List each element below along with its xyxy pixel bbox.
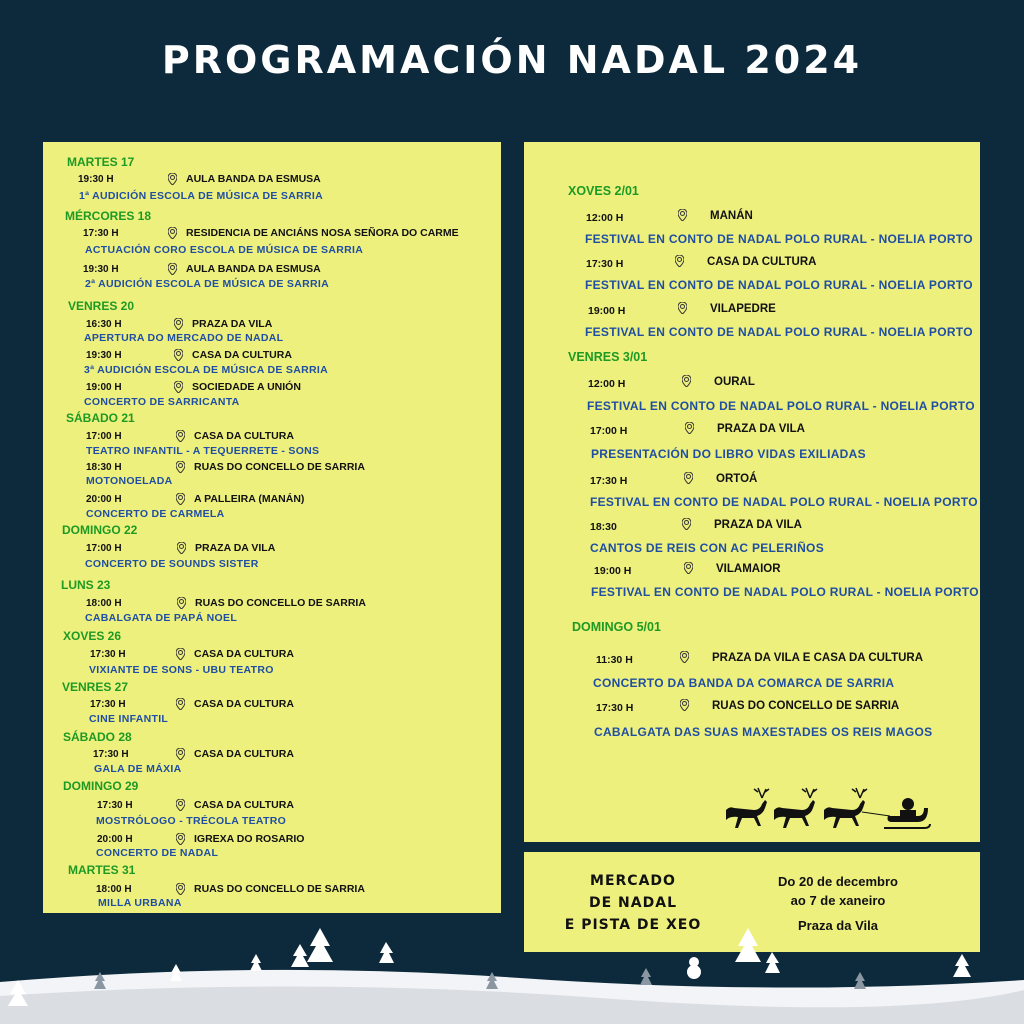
event-time: 18:30 xyxy=(590,521,617,533)
map-pin-icon xyxy=(680,651,689,663)
event-place: RUAS DO CONCELLO DE SARRIA xyxy=(194,461,365,473)
event-place: IGREXA DO ROSARIO xyxy=(194,833,305,845)
event-title: FESTIVAL EN CONTO DE NADAL POLO RURAL - NOELIA PORTO xyxy=(585,325,973,339)
event-time: 19:30 H xyxy=(86,350,122,361)
event-place: CASA DA CULTURA xyxy=(707,256,817,268)
map-pin-icon xyxy=(176,799,185,811)
day-heading: DOMINGO 5/01 xyxy=(572,620,661,634)
event-place: PRAZA DA VILA xyxy=(717,423,805,435)
event-title: MOSTRÓLOGO - TRÉCOLA TEATRO xyxy=(96,815,287,827)
day-heading: SÁBADO 21 xyxy=(66,411,135,425)
event-title: CONCERTO DE SARRICANTA xyxy=(84,396,240,408)
map-pin-icon xyxy=(684,472,693,484)
event-time: 19:00 H xyxy=(594,565,632,577)
event-place: PRAZA DA VILA xyxy=(192,318,273,330)
map-pin-icon xyxy=(680,699,689,711)
map-pin-icon xyxy=(177,542,186,554)
day-heading: XOVES 2/01 xyxy=(568,184,639,198)
map-pin-icon xyxy=(174,381,183,393)
map-pin-icon xyxy=(174,318,183,330)
event-place: PRAZA DA VILA xyxy=(195,542,276,554)
event-title: CONCERTO DE CARMELA xyxy=(86,508,225,520)
map-pin-icon xyxy=(682,518,691,530)
day-heading: MARTES 17 xyxy=(67,155,135,169)
market-title-line: E PISTA DE XEO xyxy=(564,917,702,933)
santa-sleigh-reindeer-icon xyxy=(712,780,932,840)
event-title: ACTUACIÓN CORO ESCOLA DE MÚSICA DE SARRIA xyxy=(85,244,364,256)
map-pin-icon xyxy=(176,698,185,710)
day-heading: XOVES 26 xyxy=(63,629,122,643)
day-heading: VENRES 20 xyxy=(68,299,135,313)
event-time: 12:00 H xyxy=(588,378,626,390)
event-place: OURAL xyxy=(714,376,755,388)
event-time: 20:00 H xyxy=(86,494,122,505)
event-place: ORTOÁ xyxy=(716,473,758,485)
event-time: 17:30 H xyxy=(93,749,129,760)
market-title-line: MERCADO xyxy=(590,873,676,889)
map-pin-icon xyxy=(678,302,687,314)
market-place: Praza da Vila xyxy=(798,918,878,933)
map-pin-icon xyxy=(176,430,185,442)
event-place: CASA DA CULTURA xyxy=(192,349,292,361)
event-time: 11:30 H xyxy=(596,654,633,666)
event-place: MANÁN xyxy=(710,210,753,222)
event-title: TEATRO INFANTIL - A TEQUERRETE - SONS xyxy=(86,445,320,457)
snowy-trees-icon xyxy=(0,920,1024,1024)
map-pin-icon xyxy=(176,493,185,505)
event-title: CONCERTO DA BANDA DA COMARCA DE SARRIA xyxy=(593,676,895,690)
event-title: FESTIVAL EN CONTO DE NADAL POLO RURAL - NOELIA PORTO xyxy=(585,278,973,292)
map-pin-icon xyxy=(685,422,694,434)
event-place: CASA DA CULTURA xyxy=(194,430,294,442)
event-place: CASA DA CULTURA xyxy=(194,698,294,710)
january-schedule-panel xyxy=(524,142,980,842)
map-pin-icon xyxy=(682,375,691,387)
event-place: PRAZA DA VILA xyxy=(714,519,802,531)
map-pin-icon xyxy=(176,833,185,845)
day-heading: LUNS 23 xyxy=(61,578,111,592)
map-pin-icon xyxy=(684,562,693,574)
event-place: VILAMAIOR xyxy=(716,563,781,575)
event-title: 2ª AUDICIÓN ESCOLA DE MÚSICA DE SARRIA xyxy=(85,278,329,290)
map-pin-icon xyxy=(174,349,183,361)
day-heading: DOMINGO 29 xyxy=(63,779,139,793)
event-place: AULA BANDA DA ESMUSA xyxy=(186,173,321,185)
map-pin-icon xyxy=(168,173,177,185)
event-place: PRAZA DA VILA E CASA DA CULTURA xyxy=(712,652,924,664)
event-title: CONCERTO DE SOUNDS SISTER xyxy=(85,558,259,570)
map-pin-icon xyxy=(176,461,185,473)
event-time: 16:30 H xyxy=(86,319,122,330)
event-place: RUAS DO CONCELLO DE SARRIA xyxy=(194,883,365,895)
map-pin-icon xyxy=(168,263,177,275)
event-time: 19:30 H xyxy=(83,264,119,275)
market-date-start: Do 20 de decembro xyxy=(778,874,898,889)
event-title: PRESENTACIÓN DO LIBRO VIDAS EXILIADAS xyxy=(591,447,866,461)
map-pin-icon xyxy=(177,597,186,609)
event-time: 19:30 H xyxy=(78,174,114,185)
event-title: CINE INFANTIL xyxy=(89,713,169,725)
map-pin-icon xyxy=(168,227,177,239)
map-pin-icon xyxy=(176,883,185,895)
event-title: MOTONOELADA xyxy=(86,475,173,487)
map-pin-icon xyxy=(176,748,185,760)
event-time: 20:00 H xyxy=(97,834,133,845)
event-time: 17:00 H xyxy=(86,431,122,442)
market-title-line: DE NADAL xyxy=(589,895,677,911)
event-title: CANTOS DE REIS CON AC PELERIÑOS xyxy=(590,541,824,555)
map-pin-icon xyxy=(176,648,185,660)
map-pin-icon xyxy=(678,209,687,221)
event-place: RESIDENCIA DE ANCIÁNS NOSA SEÑORA DO CARME xyxy=(186,227,459,239)
page-title: PROGRAMACIÓN NADAL 2024 xyxy=(161,38,863,82)
event-place: VILAPEDRE xyxy=(710,303,776,315)
event-title: CABALGATA DE PAPÁ NOEL xyxy=(85,612,238,624)
event-place: CASA DA CULTURA xyxy=(194,799,294,811)
event-title: APERTURA DO MERCADO DE NADAL xyxy=(84,332,284,344)
day-heading: MARTES 31 xyxy=(68,863,136,877)
event-place: SOCIEDADE A UNIÓN xyxy=(192,381,301,393)
day-heading: MÉRCORES 18 xyxy=(65,209,152,223)
event-place: CASA DA CULTURA xyxy=(194,648,294,660)
event-title: CABALGATA DAS SUAS MAXESTADES OS REIS MAGOS xyxy=(594,725,933,739)
event-title: FESTIVAL EN CONTO DE NADAL POLO RURAL - NOELIA PORTO xyxy=(590,495,978,509)
event-time: 17:30 H xyxy=(90,699,126,710)
event-place: A PALLEIRA (MANÁN) xyxy=(194,493,305,505)
event-title: VIXIANTE DE SONS - UBU TEATRO xyxy=(89,664,274,676)
event-title: CONCERTO DE NADAL xyxy=(96,847,219,859)
market-date-end: ao 7 de xaneiro xyxy=(790,893,886,908)
event-time: 17:00 H xyxy=(590,425,628,437)
event-time: 19:00 H xyxy=(588,305,626,317)
event-title: GALA DE MÁXIA xyxy=(94,763,182,775)
event-title: FESTIVAL EN CONTO DE NADAL POLO RURAL - NOELIA PORTO xyxy=(591,585,979,599)
event-title: 3ª AUDICIÓN ESCOLA DE MÚSICA DE SARRIA xyxy=(84,364,328,376)
event-place: CASA DA CULTURA xyxy=(194,748,294,760)
event-title: 1ª AUDICIÓN ESCOLA DE MÚSICA DE SARRIA xyxy=(79,190,323,202)
event-time: 17:30 H xyxy=(97,800,133,811)
day-heading: SÁBADO 28 xyxy=(63,730,132,744)
event-time: 17:30 H xyxy=(586,258,624,270)
december-schedule-panel xyxy=(43,142,501,913)
event-time: 19:00 H xyxy=(86,382,122,393)
event-time: 17:30 H xyxy=(596,702,634,714)
event-time: 17:30 H xyxy=(590,475,628,487)
event-time: 17:30 H xyxy=(83,228,119,239)
day-heading: VENRES 3/01 xyxy=(568,350,648,364)
day-heading: DOMINGO 22 xyxy=(62,523,138,537)
event-time: 18:30 H xyxy=(86,462,122,473)
event-time: 18:00 H xyxy=(86,598,122,609)
day-heading: VENRES 27 xyxy=(62,680,129,694)
event-place: AULA BANDA DA ESMUSA xyxy=(186,263,321,275)
event-place: RUAS DO CONCELLO DE SARRIA xyxy=(195,597,366,609)
map-pin-icon xyxy=(675,255,684,267)
event-title: MILLA URBANA xyxy=(98,897,182,909)
event-time: 17:30 H xyxy=(90,649,126,660)
event-time: 18:00 H xyxy=(96,884,132,895)
event-time: 12:00 H xyxy=(586,212,624,224)
event-title: FESTIVAL EN CONTO DE NADAL POLO RURAL - NOELIA PORTO xyxy=(585,232,973,246)
event-title: FESTIVAL EN CONTO DE NADAL POLO RURAL - NOELIA PORTO xyxy=(587,399,975,413)
event-place: RUAS DO CONCELLO DE SARRIA xyxy=(712,700,900,712)
event-time: 17:00 H xyxy=(86,543,122,554)
